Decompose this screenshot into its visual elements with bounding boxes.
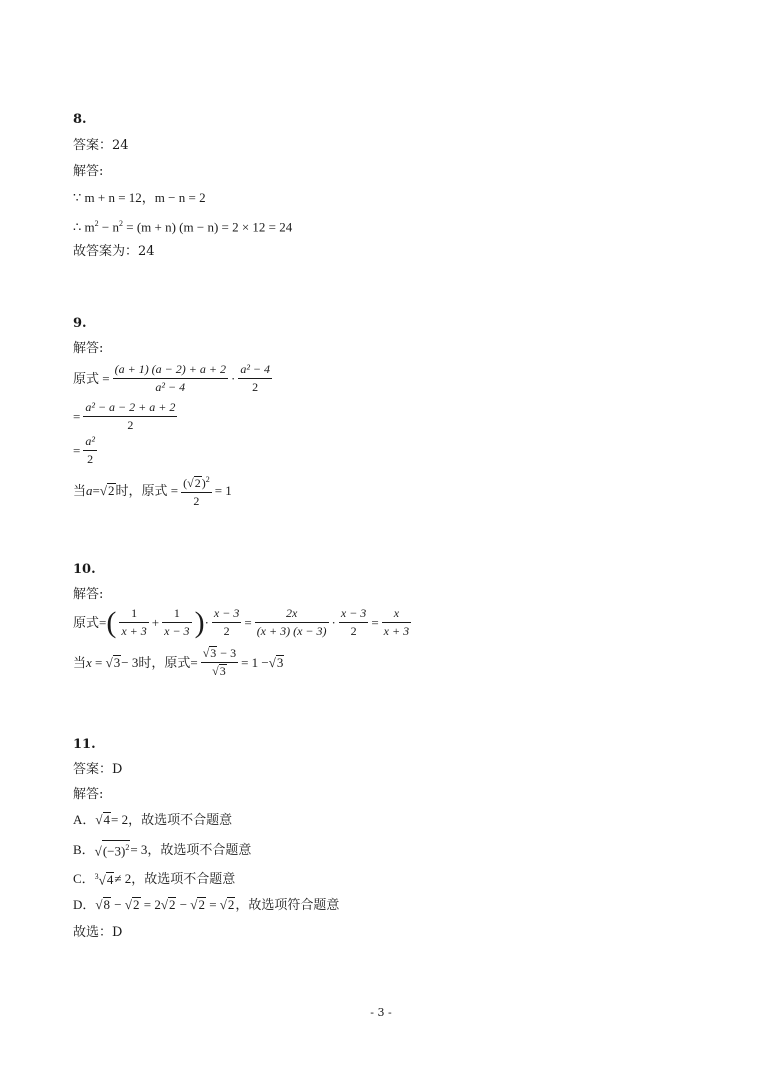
q9-f5-root: 2	[194, 476, 201, 490]
q10-fraction-b-denominator: x − 3	[164, 624, 190, 638]
q10-fraction-c-numerator: x − 3	[212, 606, 241, 623]
q10-fraction-d-denominator: (x + 3) (x − 3)	[256, 624, 327, 638]
q10-fraction-e-numerator: x − 3	[339, 606, 368, 623]
q10-step1	[73, 606, 414, 639]
q9-when-var: a	[86, 482, 93, 498]
q10-root-value: 3	[113, 654, 121, 670]
q9-root-value: 2	[108, 482, 115, 498]
q9-fraction-5-denominator: 2	[193, 494, 200, 508]
q9-step3	[73, 434, 100, 467]
q10-g-tail: − 3	[217, 646, 237, 660]
q10-fraction-d-numerator: 2x	[255, 606, 329, 623]
q8-number: 8.	[73, 112, 87, 127]
q11-option-a-root-value: 4	[103, 812, 111, 827]
q11-option-a-label: A．	[73, 812, 96, 827]
q9-fraction-3	[83, 400, 177, 433]
q10-fraction-d	[255, 606, 329, 639]
q8-conclusion: 故答案为：24	[73, 244, 155, 259]
q10-plus: +	[151, 614, 160, 630]
q11-number: 11.	[73, 737, 96, 752]
q8-given: ∵ m + n = 12，m − n = 2	[73, 190, 206, 205]
q11-option-c-label: C．	[73, 870, 95, 886]
q11-option-a	[73, 812, 232, 828]
q10-result: = 1 −	[241, 654, 269, 670]
q10-fraction-a-numerator: 1	[119, 606, 148, 623]
q11-option-b-root-value: $(-3)^2$	[102, 840, 131, 857]
q9-step1	[73, 362, 275, 395]
q11-option-b	[73, 840, 251, 859]
q10-root-expression: √3	[105, 654, 121, 670]
q8-derivation-lhs: ∴ m	[73, 219, 95, 235]
q10-orig-label: 原式=	[73, 614, 107, 630]
q10-right-paren: )	[194, 605, 205, 639]
q10-result-root-value: 3	[276, 654, 284, 670]
q9-fraction-1-denominator: a² − 4	[155, 380, 186, 394]
q10-fraction-b	[162, 606, 191, 639]
q10-fraction-e	[339, 606, 368, 639]
q10-fraction-c	[212, 606, 241, 639]
q9-when-eq: =	[92, 482, 100, 498]
q10-fraction-f	[382, 606, 411, 639]
q10-dot-1: ·	[204, 614, 209, 630]
q8-solution-label: 解答:	[73, 164, 104, 179]
q11-conclusion: 故选：D	[73, 925, 123, 940]
q11-option-b-label: B．	[73, 841, 95, 857]
q9-fraction-5-numerator: $(√2)^2$	[181, 472, 212, 493]
q11-option-b-text: = 3，故选项不合题意	[130, 841, 252, 857]
q10-eq-2: =	[371, 614, 379, 630]
q8-answer: 答案：24	[73, 138, 129, 153]
q10-solution-label: 解答:	[73, 587, 104, 602]
q9-result: = 1	[214, 482, 232, 498]
q11-option-b-radicand: (−3)	[102, 843, 126, 859]
q9-fraction-1	[113, 362, 228, 395]
q10-number: 10.	[73, 562, 96, 577]
q10-when-prefix: 当	[73, 654, 87, 670]
q10-fraction-g-denominator: √3	[212, 664, 226, 678]
q11-option-c-root-value: 4	[106, 872, 114, 888]
q10-g-den-root: 3	[219, 664, 226, 678]
q11-option-b-root: $√(-3)^2$	[95, 840, 131, 859]
q9-fraction-3-numerator: a² − a − 2 + a + 2	[83, 400, 177, 417]
q9-root-expression: √2	[99, 482, 115, 498]
q11-option-d	[73, 897, 339, 913]
q9-fraction-1-numerator: (a + 1) (a − 2) + a + 2	[113, 362, 228, 379]
q9-fraction-2-numerator: a² − 4	[238, 362, 272, 379]
q9-fraction-2-denominator: 2	[252, 380, 259, 394]
q10-fraction-f-denominator: x + 3	[383, 624, 410, 638]
q11-option-d-text: ，故选项符合题意	[235, 897, 340, 912]
q11-option-a-text: = 2，故选项不合题意	[111, 812, 233, 827]
q9-fraction-4-numerator: a²	[83, 434, 97, 451]
q9-substitution	[73, 472, 232, 509]
q10-fraction-a-denominator: x + 3	[121, 624, 147, 638]
page-number: - 3 -	[370, 1006, 392, 1019]
q11-option-c-root: $^3$√4	[94, 872, 114, 888]
q10-fraction-b-numerator: 1	[162, 606, 191, 623]
q11-option-c-text: ≠ 2，故选项不合题意	[114, 870, 236, 886]
q11-option-a-root: √4	[95, 812, 111, 827]
q9-solution-label: 解答:	[73, 341, 104, 356]
q9-orig-label: 原式 =	[73, 370, 110, 386]
q9-step2	[73, 400, 180, 433]
q9-fraction-5	[181, 472, 212, 509]
q10-dot-2: ·	[331, 614, 336, 630]
q10-fraction-e-denominator: 2	[350, 624, 357, 638]
q11-option-d-label: D．	[73, 897, 96, 912]
q10-fraction-a	[119, 606, 148, 639]
q10-left-paren: (	[106, 605, 117, 639]
q10-when-eq: =	[91, 654, 106, 670]
q11-option-c	[73, 869, 235, 888]
q11-option-c-index: 3	[94, 872, 99, 881]
q11-answer: 答案：D	[73, 762, 123, 777]
q10-fraction-g-numerator: √3 − 3	[201, 646, 238, 663]
q9-fraction-2	[238, 362, 272, 395]
q9-number: 9.	[73, 316, 87, 331]
q10-fraction-g	[201, 646, 238, 679]
q10-result-root: √3	[268, 654, 284, 670]
q10-eq-1: =	[244, 614, 252, 630]
q8-derivation: ∴ $m^2 - n^2 = (m + n) (m - n) = 2 \times 12 = 24$	[73, 219, 293, 235]
q9-fraction-4	[83, 434, 97, 467]
q11-option-d-expression: √8 − √2 = 2√2 − √2 = √2	[95, 897, 235, 912]
q10-g-root: 3	[210, 646, 217, 660]
q10-fraction-f-numerator: x	[382, 606, 411, 623]
q9-when-suffix: 时，原式 =	[115, 482, 179, 498]
q9-fraction-3-denominator: 2	[127, 418, 134, 432]
q9-when-prefix: 当	[73, 482, 87, 498]
q9-fraction-4-denominator: 2	[87, 452, 94, 466]
q9-eq-1: =	[73, 408, 81, 424]
q8-derivation-rest: = (m + n) (m − n) = 2 × 12 = 24	[126, 219, 293, 235]
q9-dot: ·	[230, 370, 236, 386]
q10-substitution	[73, 646, 284, 679]
q10-fraction-c-denominator: 2	[223, 624, 230, 638]
q11-solution-label: 解答:	[73, 787, 104, 802]
q10-when-var: x	[86, 654, 92, 670]
q10-when-mid: − 3时，原式=	[121, 654, 198, 670]
q9-eq-2: =	[73, 442, 81, 458]
